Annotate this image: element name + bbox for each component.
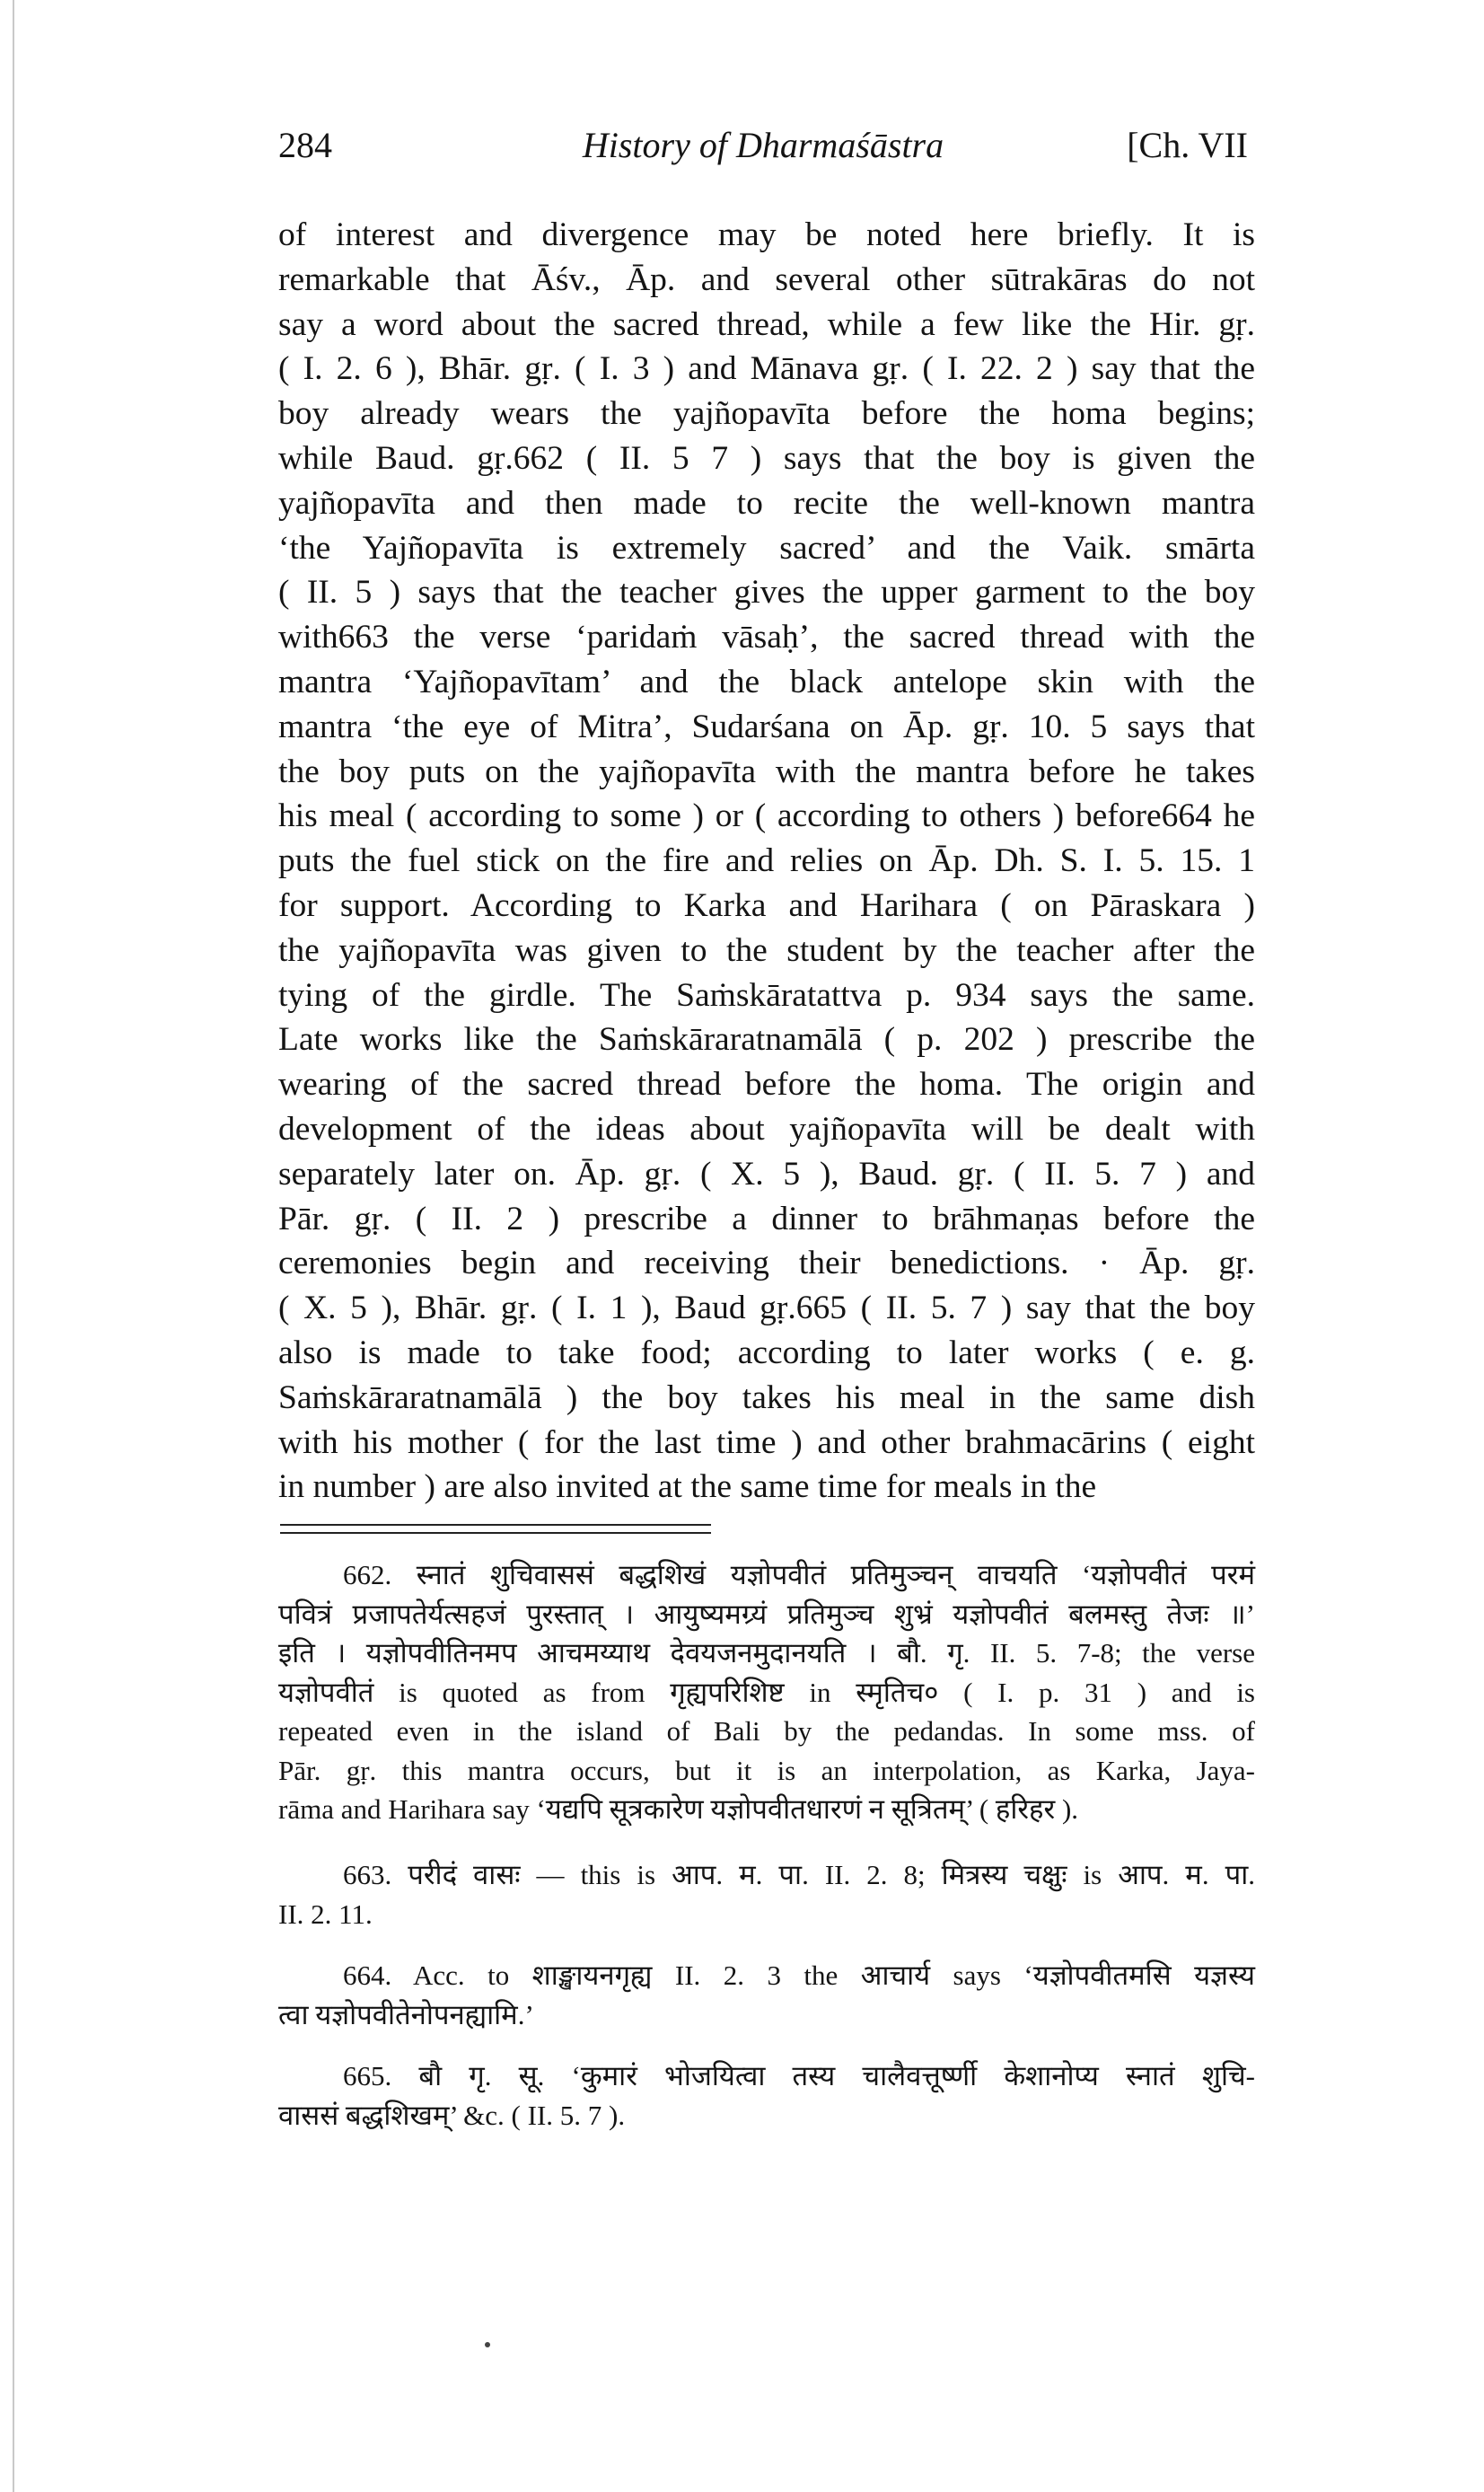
- body-line: tying of the girdle. The Saṁskāratattva p. 934 says the same.: [278, 976, 1255, 1014]
- scan-edge-line: [13, 0, 14, 2492]
- footnote-line: 662. स्नातं शुचिवाससं बद्धशिखं यज्ञोपवीतं प्रतिमुञ्चन् वाचयति ‘यज्ञोपवीतं परमं: [343, 1559, 1255, 1590]
- body-line: of interest and divergence may be noted here briefly. It is: [278, 216, 1255, 253]
- footnote-line: Pār. gṛ. this mantra occurs, but it is an interpolation, as Karka, Jaya-: [278, 1754, 1255, 1786]
- footnote-line: वाससं बद्धशिखम्’ &c. ( II. 5. 7 ).: [278, 2099, 626, 2131]
- body-line: Late works like the Saṁskāraratnamālā ( p. 202 ) prescribe the: [278, 1021, 1255, 1059]
- body-line: wearing of the sacred thread before the homa. The origin and: [278, 1066, 1255, 1104]
- footnote-664: [278, 1956, 1255, 2034]
- footnote-rule-upper: [280, 1524, 711, 1526]
- footnote-line: 663. परीदं वासः — this is आप. म. पा. II. 2. 8; मित्रस्य चक्षुः is आप. म. पा.: [343, 1859, 1255, 1890]
- body-line: Saṁskāraratnamālā ) the boy takes his meal in the same dish: [278, 1378, 1255, 1416]
- body-line: development of the ideas about yajñopavīta will be dealt with: [278, 1110, 1255, 1148]
- footnote-665: [278, 2056, 1255, 2135]
- body-line: ( I. 2. 6 ), Bhār. gṛ. ( I. 3 ) and Mānava gṛ. ( I. 22. 2 ) say that the: [278, 350, 1255, 388]
- footnote-line: II. 2. 11.: [278, 1898, 373, 1930]
- body-line: the boy puts on the yajñopavīta with the mantra before he takes: [278, 753, 1255, 790]
- body-line: also is made to take food; according to later works ( e. g.: [278, 1334, 1255, 1371]
- body-line: his meal ( according to some ) or ( according to others ) before664 he: [278, 797, 1255, 835]
- footnote-663: [278, 1855, 1255, 1933]
- body-line: say a word about the sacred thread, while a few like the Hir. gṛ.: [278, 305, 1255, 343]
- body-line: for support. According to Karka and Harihara ( on Pāraskara ): [278, 886, 1255, 924]
- body-line: ( II. 5 ) says that the teacher gives the upper garment to the boy: [278, 574, 1255, 612]
- body-line: Pār. gṛ. ( II. 2 ) prescribe a dinner to brāhmaṇas before the: [278, 1200, 1255, 1237]
- footnote-line: इति । यज्ञोपवीतिनमप आचमय्याथ देवयजनमुदानयति । बौ. गृ. II. 5. 7-8; the verse: [278, 1637, 1255, 1669]
- footnote-rule-lower: [280, 1532, 711, 1534]
- chapter-label: [Ch. VII: [1127, 125, 1248, 165]
- footnote-line: यज्ञोपवीतं is quoted as from गृह्यपरिशिष्ट in स्मृतिच० ( I. p. 31 ) and is: [278, 1676, 1255, 1708]
- body-line: ( X. 5 ), Bhār. gṛ. ( I. 1 ), Baud gṛ.665 ( II. 5. 7 ) say that the boy: [278, 1290, 1255, 1327]
- body-line: while Baud. gṛ.662 ( II. 5 7 ) says that the boy is given the: [278, 439, 1255, 477]
- body-line: with his mother ( for the last time ) and other brahmacārins ( eight: [278, 1423, 1255, 1461]
- body-line: yajñopavīta and then made to recite the well-known mantra: [278, 484, 1255, 522]
- body-line: the yajñopavīta was given to the student by the teacher after the: [278, 931, 1255, 969]
- body-line: in number ) are also invited at the same time for meals in the: [278, 1468, 1097, 1506]
- main-text: [278, 213, 1255, 1510]
- footnote-line: पवित्रं प्रजापतेर्यत्सहजं पुरस्तात् । आयुष्यमग्र्यं प्रतिमुञ्च शुभ्रं यज्ञोपवीतं बलमस्तु तेजः ॥’: [278, 1598, 1255, 1630]
- footnote-662: [278, 1555, 1255, 1829]
- footnote-line: repeated even in the island of Bali by the pedandas. In some mss. of: [278, 1715, 1255, 1747]
- running-title: History of Dharmaśāstra: [582, 125, 944, 165]
- body-line: boy already wears the yajñopavīta before the homa begins;: [278, 395, 1255, 433]
- footnote-line: 664. Acc. to शाङ्खायनगृह्य II. 2. 3 the आचार्य says ‘यज्ञोपवीतमसि यज्ञस्य: [343, 1959, 1255, 1991]
- footnote-line: rāma and Harihara say ‘यद्यपि सूत्रकारेण यज्ञोपवीतधारणं न सूत्रितम्’ ( हरिहर ).: [278, 1793, 1079, 1825]
- body-line: mantra ‘the eye of Mitra’, Sudarśana on Āp. gṛ. 10. 5 says that: [278, 708, 1255, 745]
- body-line: separately later on. Āp. gṛ. ( X. 5 ), Baud. gṛ. ( II. 5. 7 ) and: [278, 1155, 1255, 1193]
- body-line: puts the fuel stick on the fire and relies on Āp. Dh. S. I. 5. 15. 1: [278, 842, 1255, 880]
- ink-dot: [485, 2342, 490, 2347]
- body-line: ceremonies begin and receiving their benedictions. · Āp. gṛ.: [278, 1245, 1255, 1282]
- body-line: mantra ‘Yajñopavītam’ and the black antelope skin with the: [278, 663, 1255, 700]
- footnote-line: त्वा यज्ञोपवीतेनोपनह्यामि.’: [278, 1998, 534, 2030]
- page-header: [278, 124, 1248, 178]
- body-line: ‘the Yajñopavīta is extremely sacred’ and the Vaik. smārta: [278, 529, 1255, 567]
- body-line: with663 the verse ‘paridaṁ vāsaḥ’, the sacred thread with the: [278, 619, 1255, 656]
- footnote-line: 665. बौ गृ. सू. ‘कुमारं भोजयित्वा तस्य चालैवत्तूर्ष्णी केशानोप्य स्नातं शुचि-: [343, 2060, 1255, 2091]
- body-line: remarkable that Āśv., Āp. and several other sūtrakāras do not: [278, 260, 1255, 298]
- page-number: 284: [278, 125, 332, 165]
